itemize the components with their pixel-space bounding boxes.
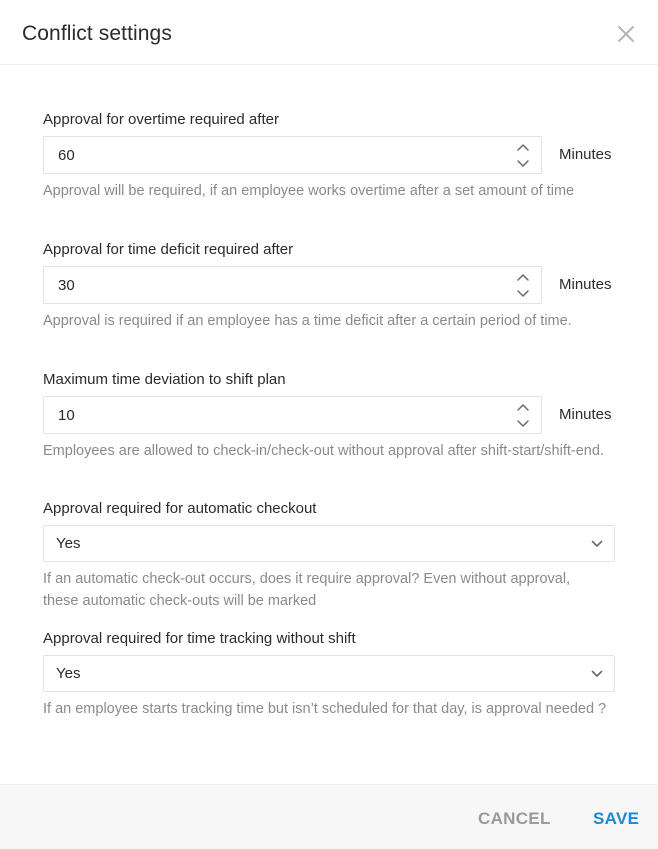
deficit-minutes-input[interactable] [43, 266, 542, 304]
input-value[interactable]: 10 [58, 407, 75, 424]
number-spinner [515, 270, 531, 302]
field-label: Approval required for automatic checkout [43, 500, 317, 517]
input-value[interactable]: 30 [58, 277, 75, 294]
dialog-footer [0, 784, 658, 849]
overtime-approval-field [43, 110, 615, 202]
chevron-down-icon [590, 668, 604, 680]
help-text: Employees are allowed to check-in/check-out without approval after shift-start/shift-end. [43, 443, 604, 459]
dialog-header [0, 0, 658, 65]
tracking-without-shift-field [43, 629, 615, 720]
deviation-minutes-input[interactable] [43, 396, 542, 434]
cancel-button[interactable]: CANCEL [478, 809, 551, 828]
help-text: If an employee starts tracking time but isn’t scheduled for that day, is approval needed ? [43, 701, 607, 717]
chevron-up-icon[interactable] [515, 270, 531, 284]
close-icon[interactable] [614, 22, 638, 46]
auto-checkout-select[interactable] [43, 525, 615, 562]
chevron-up-icon[interactable] [515, 400, 531, 414]
overtime-minutes-input[interactable] [43, 136, 542, 174]
chevron-down-icon[interactable] [515, 287, 531, 301]
number-spinner [515, 140, 531, 172]
help-text: If an automatic check-out occurs, does it require approval? Even without approval, these automatic check-outs will be marked [43, 571, 571, 609]
auto-checkout-approval-field [43, 499, 615, 612]
chevron-down-icon[interactable] [515, 417, 531, 431]
help-text: Approval will be required, if an employee works overtime after a set amount of time [43, 183, 575, 199]
unit-label: Minutes [559, 146, 612, 163]
save-button[interactable]: SAVE [593, 809, 640, 828]
field-label: Approval required for time tracking without shift [43, 630, 356, 647]
help-text: Approval is required if an employee has a time deficit after a certain period of time. [43, 313, 572, 329]
max-deviation-field [43, 370, 615, 462]
unit-label: Minutes [559, 406, 612, 423]
select-value: Yes [56, 665, 81, 682]
input-value[interactable]: 60 [58, 147, 75, 164]
number-row [43, 266, 615, 304]
tracking-without-shift-select[interactable] [43, 655, 615, 692]
chevron-up-icon[interactable] [515, 140, 531, 154]
field-label: Maximum time deviation to shift plan [43, 371, 286, 388]
dialog-title: Conflict settings [22, 22, 172, 45]
number-row [43, 396, 615, 434]
field-label: Approval for overtime required after [43, 111, 279, 128]
chevron-down-icon[interactable] [515, 157, 531, 171]
number-row [43, 136, 615, 174]
select-value: Yes [56, 535, 81, 552]
chevron-down-icon [590, 538, 604, 550]
field-label: Approval for time deficit required after [43, 241, 294, 258]
unit-label: Minutes [559, 276, 612, 293]
number-spinner [515, 400, 531, 432]
deficit-approval-field [43, 240, 615, 332]
